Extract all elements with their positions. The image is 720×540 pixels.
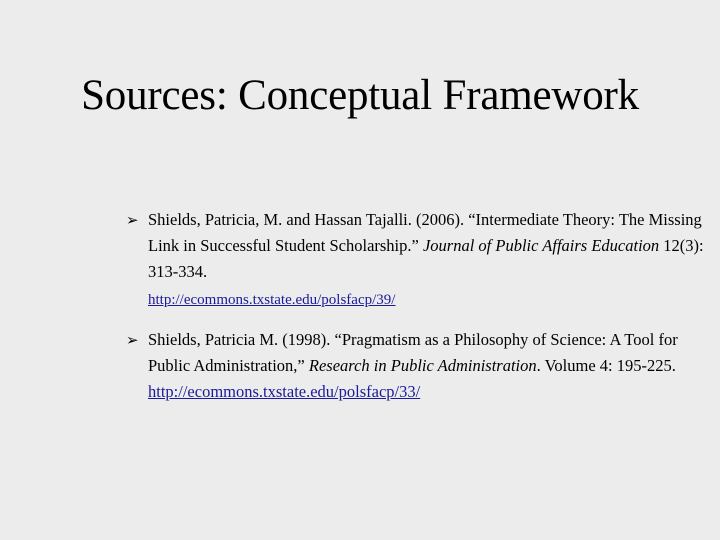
reference-2-text: Shields, Patricia M. (1998). “Pragmatism as a Philosophy of Science: A Tool for Public Administration,” [148, 330, 678, 375]
arrow-bullet-icon: ➢ [126, 331, 139, 349]
reference-1-details: 12(3): 313-334. [148, 236, 704, 281]
reference-1-link[interactable]: http://ecommons.txstate.edu/polsfacp/39/ [148, 292, 396, 308]
reference-2-journal: Research in Public Administration [308, 356, 537, 375]
arrow-bullet-icon: ➢ [126, 211, 139, 229]
reference-1-journal: Journal of Public Affairs Education [422, 236, 660, 255]
slide-title: Sources: Conceptual Framework [81, 72, 639, 119]
reference-item-1 [126, 207, 711, 313]
reference-1-text: Shields, Patricia, M. and Hassan Tajalli. (2006). “Intermediate Theory: The Missing Link in Successful Student Scholarship.” [148, 210, 702, 255]
reference-list [126, 207, 711, 405]
reference-item-2 [126, 327, 711, 405]
reference-2-link[interactable]: http://ecommons.txstate.edu/polsfacp/33/ [148, 382, 421, 401]
reference-2-details: . Volume 4: 195-225. [536, 356, 676, 375]
